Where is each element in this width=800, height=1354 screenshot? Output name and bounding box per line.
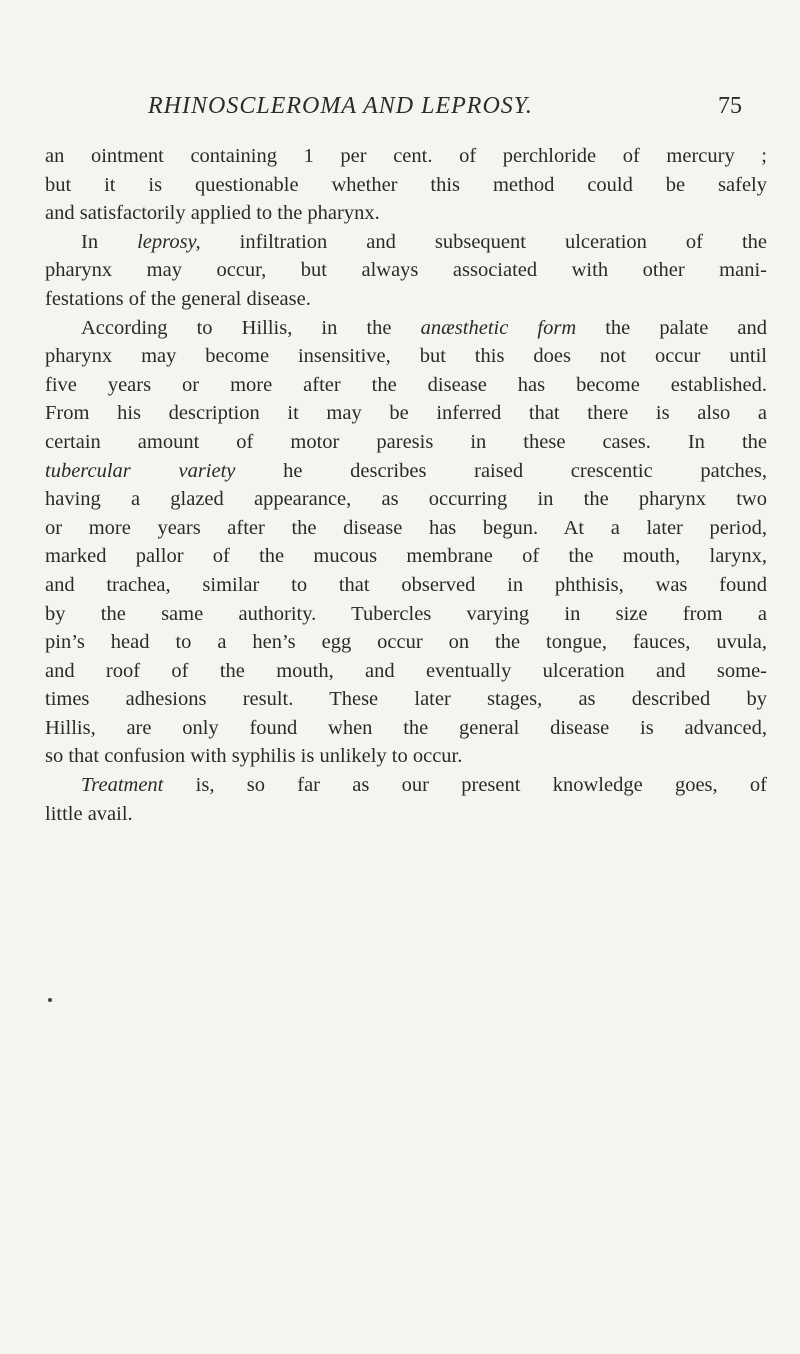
body-text	[45, 142, 767, 828]
text-run: In	[81, 230, 138, 253]
italic-term: Treatment	[81, 774, 164, 797]
text-line: times adhesions result. These later stages, as described by	[45, 688, 767, 711]
paragraph-2	[45, 228, 767, 314]
italic-term: anæsthetic form	[420, 316, 577, 339]
text-line: and trachea, similar to that observed in phthisis, was found	[45, 573, 767, 596]
text-run: he describes raised crescentic patches,	[235, 459, 768, 482]
text-line: pharynx may occur, but always associated with other mani-	[45, 259, 767, 282]
page-number: 75	[718, 93, 742, 119]
text-line: but it is questionable whether this method could be safely	[45, 173, 767, 196]
text-line: and roof of the mouth, and eventually ulceration and some-	[45, 659, 767, 682]
text-line: pin’s head to a hen’s egg occur on the tongue, fauces, uvula,	[45, 631, 767, 654]
text-line: marked pallor of the mucous membrane of the mouth, larynx,	[45, 545, 767, 568]
text-line: and satisfactorily applied to the pharynx.	[45, 202, 380, 225]
text-line: five years or more after the disease has become established.	[45, 373, 767, 396]
text-line: having a glazed appearance, as occurring in the pharynx two	[45, 488, 767, 511]
text-line	[45, 771, 767, 800]
running-head	[0, 93, 800, 123]
text-line: so that confusion with syphilis is unlikely to occur.	[45, 745, 463, 768]
paragraph-3	[45, 314, 767, 772]
italic-term: tubercular variety	[45, 459, 236, 482]
paragraph-1	[45, 142, 767, 228]
running-title: RHINOSCLEROMA AND LEPROSY.	[148, 93, 533, 119]
text-line: or more years after the disease has begun. At a later period,	[45, 516, 767, 539]
text-run: infiltration and subsequent ulceration of the	[200, 230, 767, 253]
ink-speck	[48, 998, 52, 1002]
text-run: is, so far as our present knowledge goes, of	[163, 774, 767, 797]
text-line: From his description it may be inferred that there is also a	[45, 402, 767, 425]
text-line: certain amount of motor paresis in these cases. In the	[45, 430, 767, 453]
text-line: by the same authority. Tubercles varying in size from a	[45, 602, 767, 625]
italic-term: leprosy,	[137, 230, 201, 253]
paragraph-4	[45, 771, 767, 828]
text-line	[45, 314, 767, 343]
text-line: Hillis, are only found when the general disease is advanced,	[45, 716, 767, 739]
text-line: festations of the general disease.	[45, 287, 311, 310]
text-line: an ointment containing 1 per cent. of perchloride of mercury ;	[45, 145, 767, 167]
text-run: According to Hillis, in the	[81, 316, 421, 339]
text-line	[45, 457, 767, 486]
text-run: the palate and	[576, 316, 767, 339]
text-line: little avail.	[45, 802, 133, 825]
text-line	[45, 228, 767, 257]
text-line: pharynx may become insensitive, but this does not occur until	[45, 345, 767, 368]
